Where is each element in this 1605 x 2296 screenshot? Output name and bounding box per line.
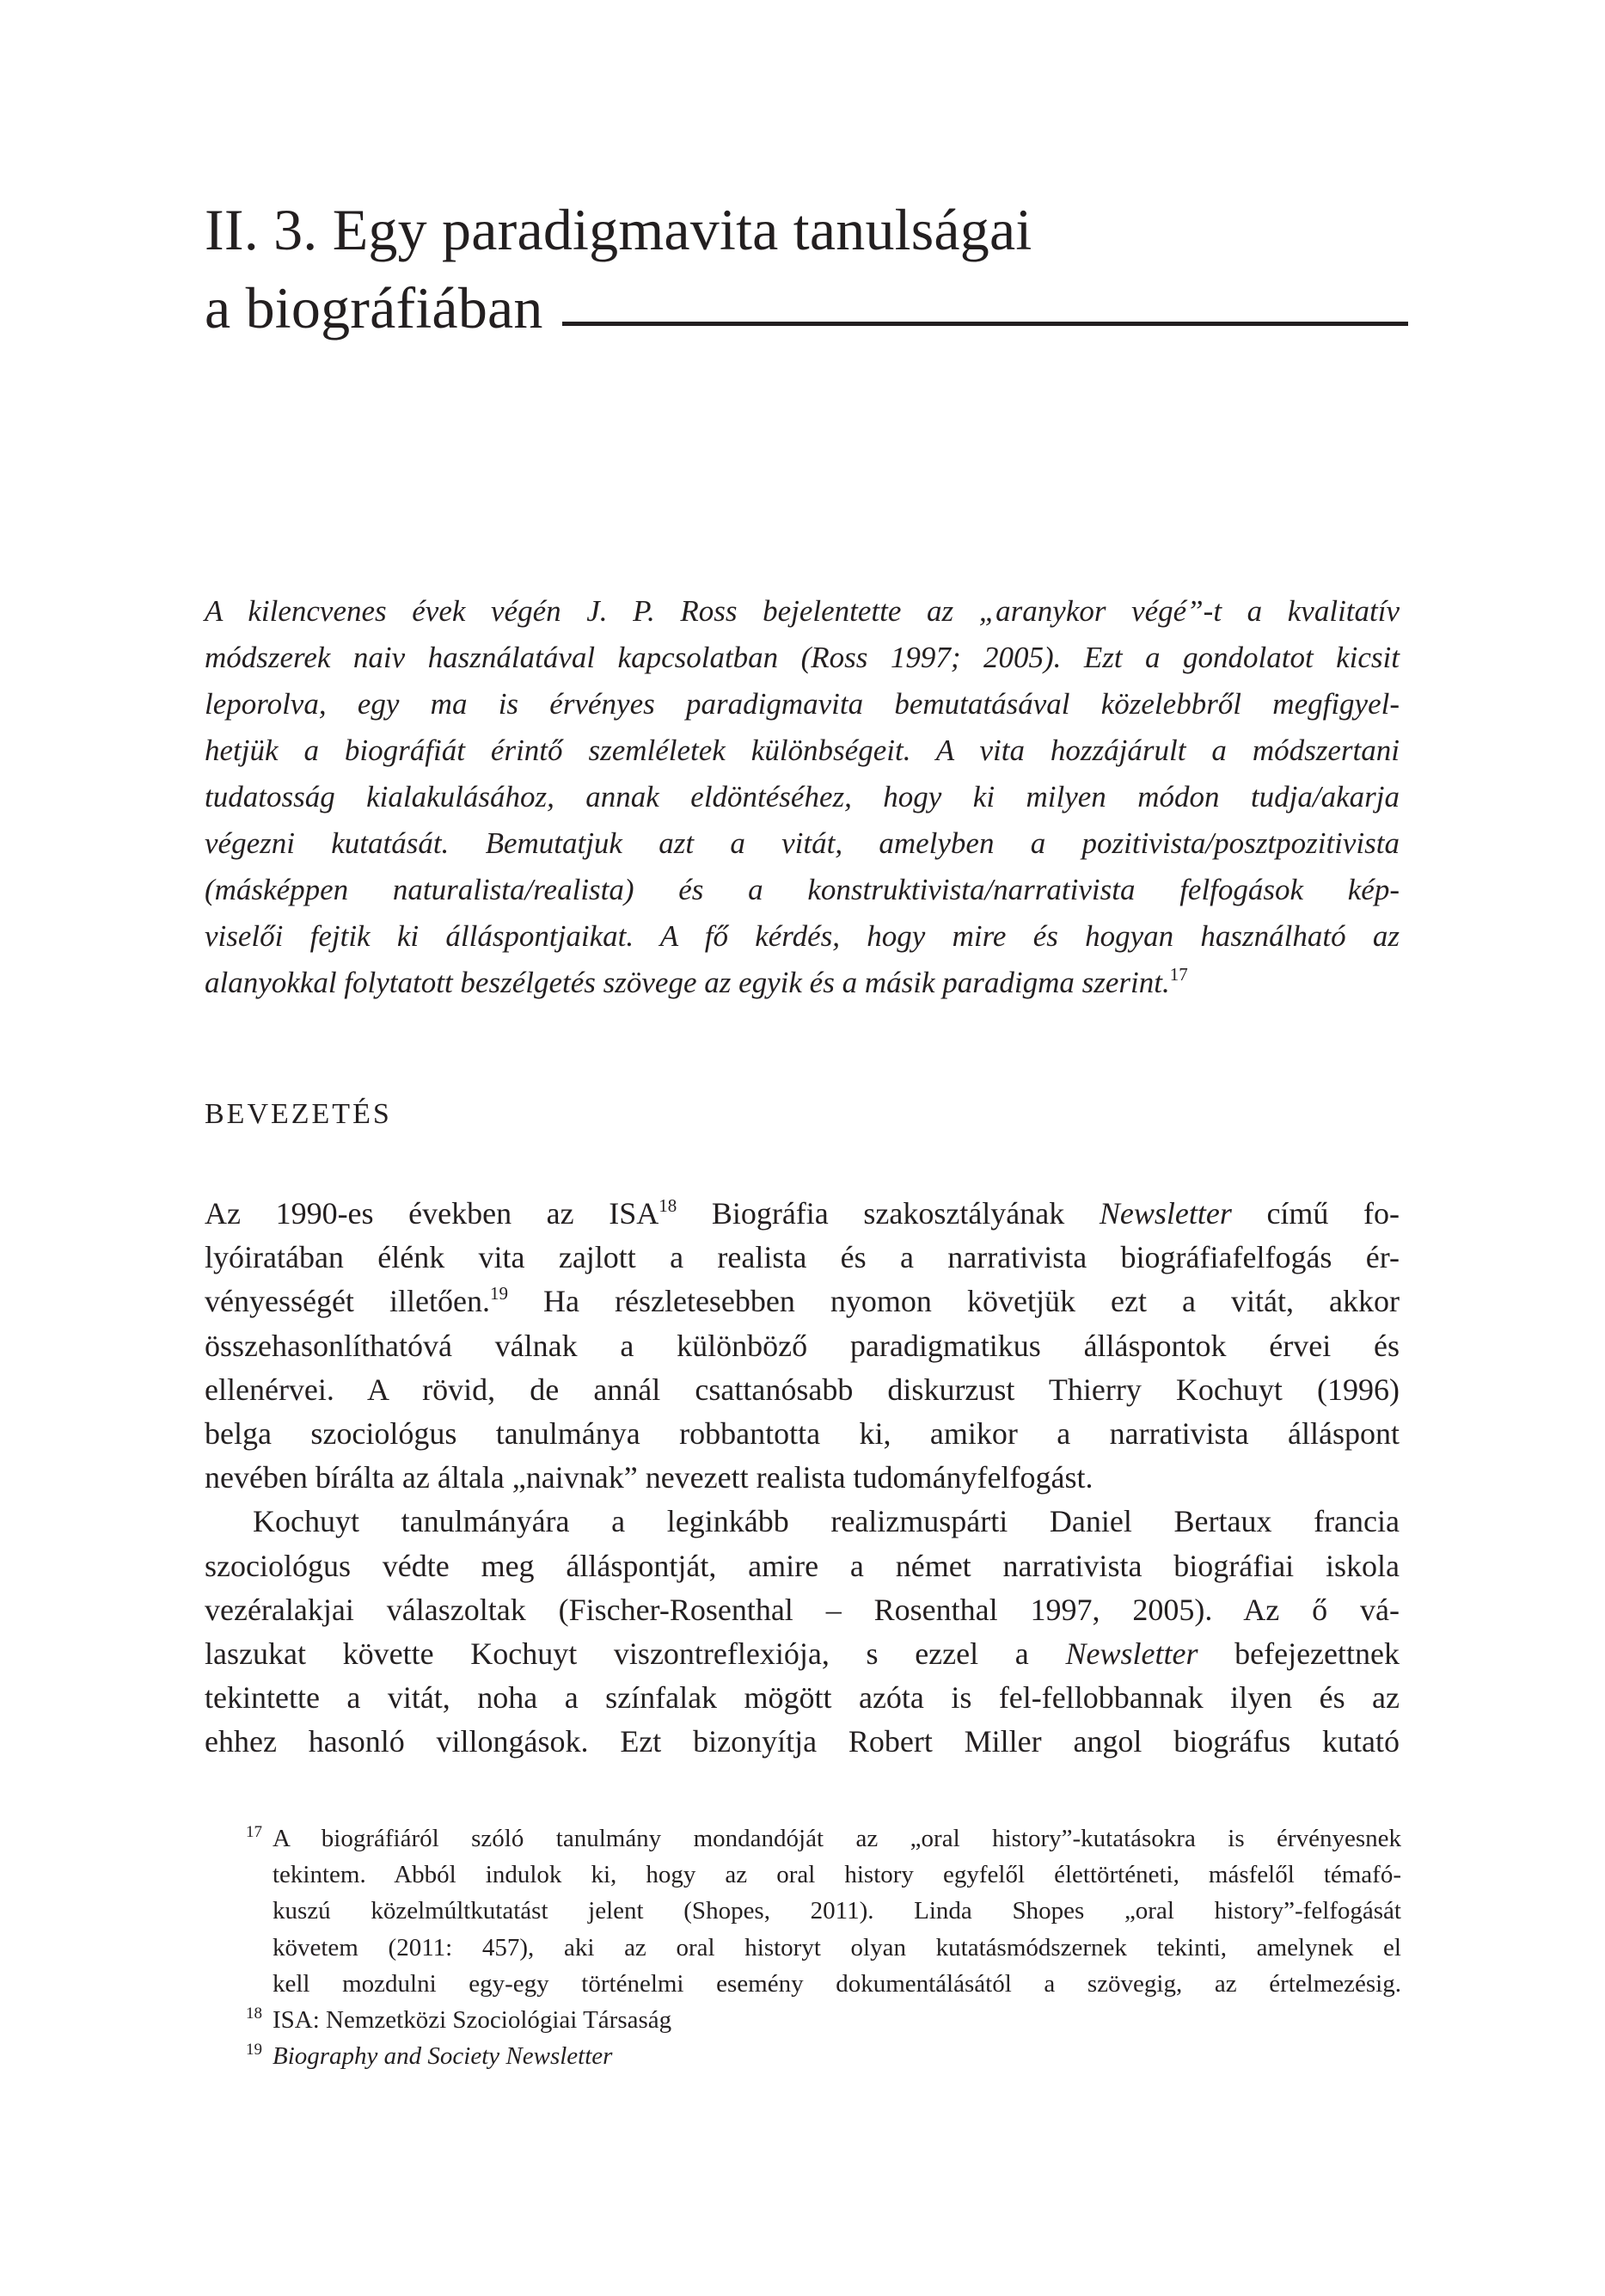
footnote-line: kuszú közelmúltkutatást jelent (Shopes, 2011). Linda Shopes „oral history”-felfogását — [273, 1897, 1401, 1925]
footnote-line: ISA: Nemzetközi Szociológiai Társaság — [273, 2005, 672, 2034]
body-line: szociológus védte meg álláspontját, amire a német narrativista biográfiai iskola — [205, 1548, 1400, 1583]
abstract-line: módszerek naiv használatával kapcsolatban (Ross 1997; 2005). Ezt a gondolatot kicsit — [205, 641, 1400, 674]
abstract-line: (másképpen naturalista/realista) és a konstruktivista/narrativista felfogások kép- — [205, 873, 1400, 906]
body-line: nevében bírálta az általa „naivnak” nevezett realista tudományfelfogást. — [205, 1460, 1093, 1495]
abstract — [205, 588, 1400, 1006]
abstract-line: végezni kutatását. Bemutatjuk azt a vitát, amelyben a pozitivista/posztpozitivista — [205, 826, 1400, 860]
body-text-span: Az 1990-es években az ISA — [205, 1196, 659, 1231]
footnote-line: A biográfiáról szóló tanulmány mondandóját az „oral history”-kutatásokra is érvényesnek — [273, 1825, 1401, 1852]
footnote-ref-17[interactable]: 17 — [1169, 964, 1188, 985]
abstract-line: tudatosság kialakulásához, annak eldöntéséhez, hogy ki milyen módon tudja/akarja — [205, 780, 1400, 813]
abstract-line: A kilencvenes évek végén J. P. Ross bejelentette az „aranykor végé”-t a kvalitatív — [205, 594, 1400, 628]
title-rule-divider — [562, 322, 1408, 326]
body-text-span: befejezettnek — [1198, 1636, 1400, 1671]
body-line-indented: Kochuyt tanulmányára a leginkább realizmuspárti Daniel Bertaux francia — [253, 1504, 1400, 1539]
body-line: tekintette a vitát, noha a színfalak mögött azóta is fel-fellobbannak ilyen és az — [205, 1680, 1400, 1716]
newsletter-title: Newsletter — [1065, 1636, 1198, 1671]
footnote-line: tekintem. Abból indulok ki, hogy az oral history egyfelől élettörténeti, másfelől témafó- — [273, 1861, 1401, 1889]
body-line: vezéralakjai válaszoltak (Fischer-Rosenthal – Rosenthal 1997, 2005). Az ő vá- — [205, 1592, 1400, 1627]
chapter-title — [205, 191, 1408, 347]
body-text-span: Ha részletesebben nyomon követjük ezt a vitát, akkor — [507, 1284, 1400, 1319]
newsletter-title: Newsletter — [1099, 1196, 1232, 1231]
abstract-line-last — [205, 960, 1400, 1006]
chapter-title-line-2-text: a biográfiában — [205, 275, 543, 341]
body-line — [205, 1280, 1400, 1323]
body-line: összehasonlíthatóvá válnak a különböző paradigmatikus álláspontok érvei és — [205, 1328, 1400, 1363]
footnote-ref-18[interactable]: 18 — [659, 1195, 677, 1216]
body-text-span: laszukat követte Kochuyt viszontreflexiója, s ezzel a — [205, 1636, 1066, 1671]
abstract-line: leporolva, egy ma is érvényes paradigmavita bemutatásával közelebbről megfigyel- — [205, 687, 1400, 721]
footnote-number: 19 — [246, 2041, 262, 2060]
body-line: lyóiratában élénk vita zajlott a realista és a narrativista biográfiafelfogás ér- — [205, 1240, 1400, 1275]
footnote-17 — [246, 1820, 1401, 2002]
section-heading: BEVEZETÉS — [205, 1098, 392, 1130]
chapter-title-line-1: II. 3. Egy paradigmavita tanulságai — [205, 197, 1032, 262]
body-line — [205, 1632, 1400, 1676]
footnote-number: 18 — [246, 2004, 262, 2023]
body-text-span: Biográfia szakosztályának — [677, 1196, 1100, 1231]
footnote-line: Biography and Society Newsletter — [273, 2042, 613, 2071]
body-line: ellenérvei. A rövid, de annál csattanósabb diskurzust Thierry Kochuyt (1996) — [205, 1372, 1400, 1407]
footnote-19 — [246, 2038, 1401, 2074]
body-line: ehhez hasonló villongások. Ezt bizonyítja Robert Miller angol biográfus kutató — [205, 1724, 1400, 1759]
abstract-line: viselői fejtik ki álláspontjaikat. A fő kérdés, hogy mire és hogyan használható az — [205, 919, 1400, 953]
footnote-number: 17 — [246, 1823, 262, 1841]
footnote-line: követem (2011: 457), aki az oral historyt olyan kutatásmódszernek tekinti, amelynek el — [273, 1933, 1401, 1961]
body-text-span: vényességét illetően. — [205, 1284, 490, 1319]
body-text-span: című fo- — [1231, 1196, 1400, 1231]
body-text — [205, 1192, 1400, 1764]
abstract-line: hetjük a biográfiát érintő szemléletek különbségeit. A vita hozzájárult a módszertani — [205, 734, 1400, 767]
footnote-line: kell mozdulni egy-egy történelmi esemény dokumentálásától a szövegig, az értelmezésig. — [273, 1969, 1401, 1998]
chapter-title-line-2 — [205, 269, 1408, 347]
footnote-18 — [246, 2002, 1401, 2038]
body-line — [205, 1192, 1400, 1236]
footnotes — [246, 1820, 1401, 2074]
abstract-line-text: alanyokkal folytatott beszélgetés szövege az egyik és a másik paradigma szerint. — [205, 966, 1170, 999]
footnote-ref-19[interactable]: 19 — [489, 1283, 508, 1305]
body-line: belga szociológus tanulmánya robbantotta ki, amikor a narrativista álláspont — [205, 1415, 1400, 1451]
